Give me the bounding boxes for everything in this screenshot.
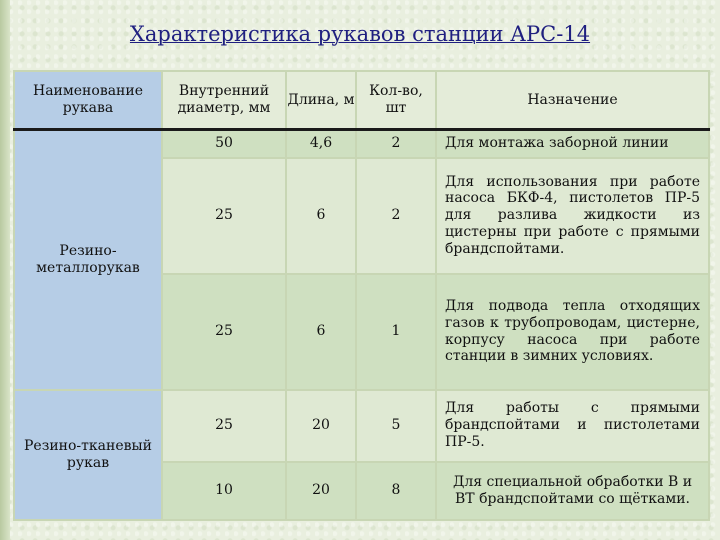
- header-diameter: Внутренний диаметр, мм: [162, 71, 286, 130]
- count-cell: 2: [356, 130, 436, 158]
- header-hose-name: Наименование рукава: [14, 71, 162, 130]
- diameter-cell: 10: [162, 462, 286, 520]
- length-cell: 4,6: [286, 130, 356, 158]
- hose-characteristics-table: [13, 70, 710, 521]
- purpose-cell: Для специальной обработки В и ВТ брандспойтами со щётками.: [436, 462, 709, 520]
- diameter-cell: 25: [162, 390, 286, 462]
- length-cell: 6: [286, 274, 356, 390]
- diameter-cell: 25: [162, 274, 286, 390]
- header-length: Длина, м: [286, 71, 356, 130]
- decorative-side-bar: [0, 0, 10, 540]
- purpose-cell: Для монтажа заборной линии: [436, 130, 709, 158]
- length-cell: 6: [286, 158, 356, 274]
- header-count: Кол-во, шт: [356, 71, 436, 130]
- purpose-cell: Для использования при работе насоса БКФ-4, пистолетов ПР-5 для разлива жидкости из цистерны при работе с прямыми брандспойтами.: [436, 158, 709, 274]
- table-header-row: [14, 71, 709, 130]
- length-cell: 20: [286, 390, 356, 462]
- page-title: Характеристика рукавов станции АРС-14: [129, 22, 591, 46]
- purpose-cell: Для подвода тепла отходящих газов к трубопроводам, цистерне, корпусу насоса при работе станции в зимних условиях.: [436, 274, 709, 390]
- table-row: [14, 390, 709, 462]
- length-cell: 20: [286, 462, 356, 520]
- count-cell: 1: [356, 274, 436, 390]
- hose-name-cell: Резино-металлорукав: [14, 130, 162, 390]
- diameter-cell: 25: [162, 158, 286, 274]
- header-purpose: Назначение: [436, 71, 709, 130]
- table-row: [14, 130, 709, 158]
- count-cell: 5: [356, 390, 436, 462]
- purpose-cell: Для работы с прямыми брандспойтами и пистолетами ПР-5.: [436, 390, 709, 462]
- count-cell: 8: [356, 462, 436, 520]
- count-cell: 2: [356, 158, 436, 274]
- diameter-cell: 50: [162, 130, 286, 158]
- hose-name-cell: Резино-тканевый рукав: [14, 390, 162, 520]
